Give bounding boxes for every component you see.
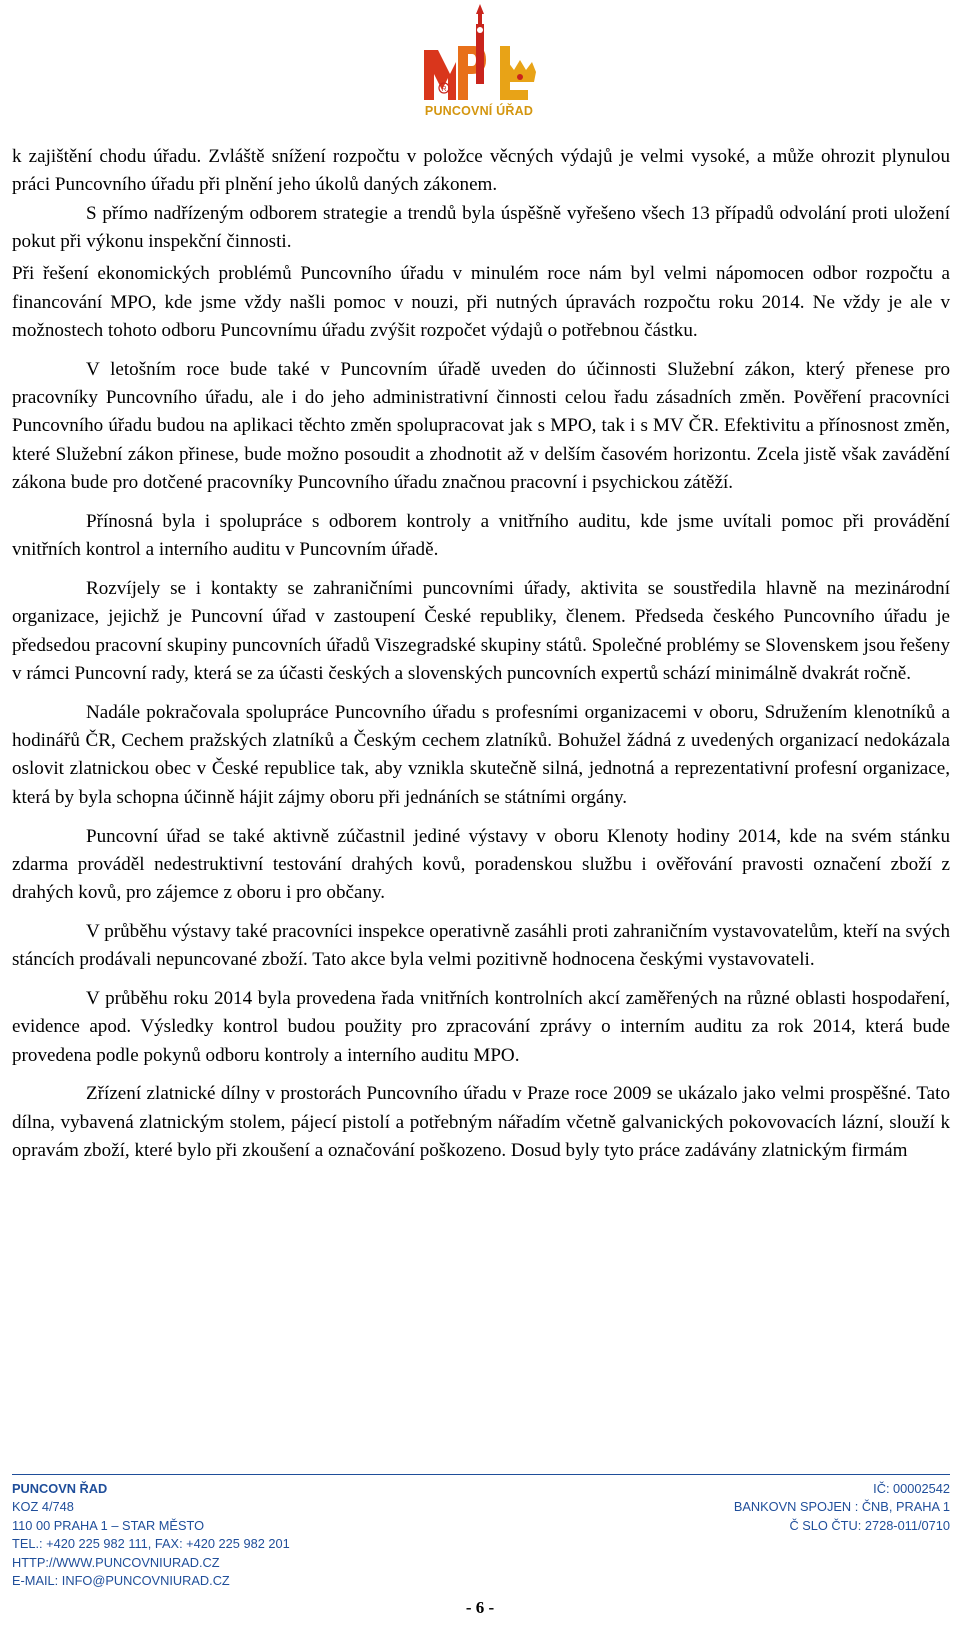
footer-ic: IČ: 00002542 <box>873 1481 950 1496</box>
footer-address <box>12 1480 412 1590</box>
footer-phone: TEL.: +420 225 982 111, FAX: +420 225 982 201 <box>12 1536 290 1552</box>
paragraph: V průběhu roku 2014 byla provedena řada vnitřních kontrolních akcí zaměřených na různé oblasti hospodaření, evidence apod. Výsledky kontrol budou použity pro zpracování zprávy o interním auditu za rok 2014, která bude provedena podle pokynů odboru kontroly a interního auditu MPO. <box>12 988 950 1066</box>
paragraph: Nadále pokračovala spolupráce Puncovního úřadu s profesními organizacemi v oboru, Sdružením klenotníků a hodinářů ČR, Cechem pražských zlatníků a Českým cechem zlatníků. Bohužel žádná z uvedených organizací nedokázala oslovit zlatnickou obec v České republice tak, aby vznikla skutečně silná, jednotná a reprezentativní profesní organizace, která by byla schopna účinně hájit zájmy oboru při jednáních se státními orgány. <box>12 701 950 808</box>
paragraph: V průběhu výstavy také pracovníci inspekce operativně zasáhli proti zahraničním vystavovatelům, kteří na svých stáncích prodávali nepuncované zboží. Tato akce byla velmi pozitivně hodnocena českými vystavovateli. <box>12 920 950 971</box>
footer-email-link[interactable]: E-MAIL: INFO@PUNCOVNIURAD.CZ <box>12 1573 230 1589</box>
puncovni-urad-logo <box>416 2 542 120</box>
footer-web-link[interactable]: HTTP://WWW.PUNCOVNIURAD.CZ <box>12 1554 220 1570</box>
footer-divider <box>12 1474 950 1475</box>
footer-street: KOZ 4/748 <box>12 1499 74 1515</box>
paragraph: S přímo nadřízeným odborem strategie a trendů byla úspěšně vyřešeno všech 13 případů odvolání proti uložení pokut při výkonu inspekční činnosti. <box>12 202 950 253</box>
paragraph: Rozvíjely se i kontakty se zahraničními puncovními úřady, aktivita se soustředila hlavně na mezinárodní organizace, jejichž je Puncovní úřad v zastoupení České republiky, členem. Předseda českého Puncovního úřadu je předsedou pracovní skupiny puncovních úřadů Viszegradské skupiny států. Společné problémy se Slovenskem jsou řešeny v rámci Puncovní rady, která se za účasti českých a slovenských puncovních expertů schází minimálně dvakrát ročně. <box>12 577 950 685</box>
paragraph: V letošním roce bude také v Puncovním úřadě uveden do účinnosti Služební zákon, který přenese pro pracovníky Puncovního úřadu, ale i do jeho administrativní činnosti celou řadu zásadních změn. Pověření pracovníci Puncovního úřadu budou na aplikaci těchto změn spolupracovat jak s MPO, tak i s MV ČR. Efektivitu a přínosnost změn, které Služební zákon přinese, bude možno posoudit a zhodnotit až v delším časovém horizontu. Zcela jistě však zavádění zákona bude pro dotčené pracovníky Puncovního úřadu značnou pracovní i psychickou zátěží. <box>12 358 950 494</box>
footer-bank-info <box>550 1480 950 1535</box>
paragraph: k zajištění chodu úřadu. Zvláště snížení rozpočtu v položce věcných výdajů je velmi vysoké, a může ohrozit plynulou práci Puncovního úřadu při plnění jeho úkolů daných zákonem. <box>12 146 950 196</box>
footer-bank: BANKOVN SPOJEN : ČNB, PRAHA 1 <box>733 1499 950 1515</box>
footer-city: 110 00 PRAHA 1 – STAR MĚSTO <box>12 1517 205 1533</box>
footer-org: PUNCOVN ŘAD <box>12 1481 108 1496</box>
paragraph: Při řešení ekonomických problémů Puncovního úřadu v minulém roce nám byl velmi nápomocen odbor rozpočtu a financování MPO, kde jsme vždy našli pomoc v nouzi, při nutných úpravách rozpočtu roku 2014. Ne vždy je ale v možnostech tohoto odboru Puncovnímu úřadu zvýšit rozpočet výdajů o potřebnou částku. <box>12 263 950 342</box>
paragraph: Puncovní úřad se také aktivně zúčastnil jediné výstavy v oboru Klenoty hodiny 2014, kde na svém stánku zdarma prováděl nedestruktivní testování drahých kovů, poradenskou službu i ověřování pravosti označení zboží z drahých kovů, pro zájemce z oboru i pro občany. <box>12 825 950 904</box>
logo-text: PUNCOVNÍ ÚŘAD <box>424 104 534 118</box>
paragraph: Zřízení zlatnické dílny v prostorách Puncovního úřadu v Praze roce 2009 se ukázalo jako velmi prospěšné. Tato dílna, vybavená zlatnickým stolem, pájecí pistolí a potřebným nářadím včetně galvanických pokovovacích lázní, slouží k opravám zboží, které bylo při zkoušení a označování poškozeno. Dosud byly tyto práce zadávány zlatnickým firmám <box>12 1083 950 1162</box>
footer-account: Č SLO ČTU: 2728-011/0710 <box>789 1517 950 1533</box>
svg-text:R: R <box>441 86 447 93</box>
paragraph: Přínosná byla i spolupráce s odborem kontroly a vnitřního auditu, kde jsme uvítali pomoc při provádění vnitřních kontrol a interního auditu v Puncovním úřadě. <box>12 510 950 561</box>
document-body <box>12 143 950 1176</box>
page-number: - 6 - <box>465 1598 495 1617</box>
